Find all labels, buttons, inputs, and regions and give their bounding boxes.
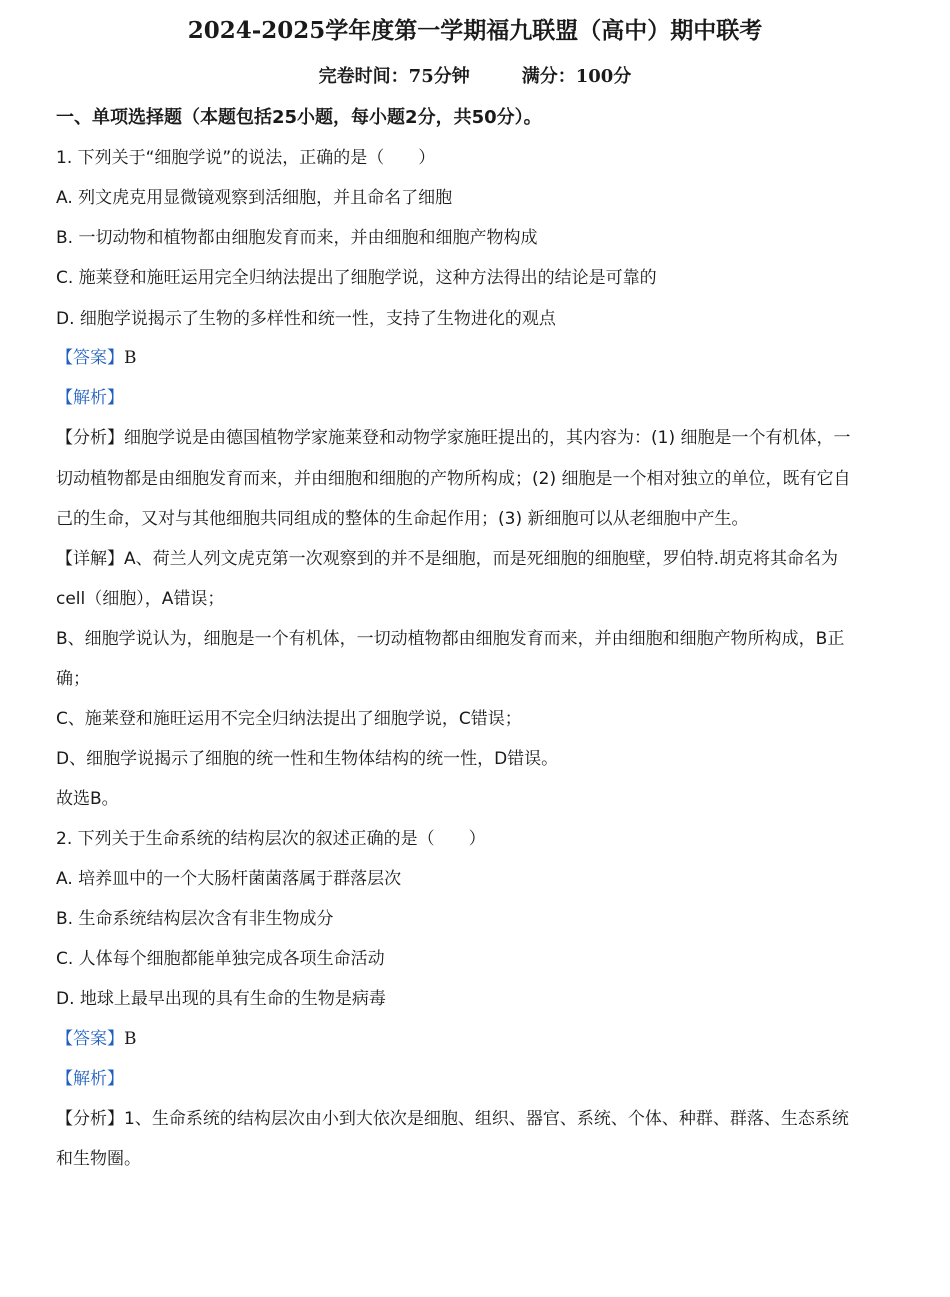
page-title: 2024-2025学年度第一学期福九联盟（高中）期中联考 — [187, 17, 763, 44]
q1-analysis-line: 己的生命，又对与其他细胞共同组成的整体的生命起作用；(3) 新细胞可以从老细胞中产生。 — [56, 509, 749, 529]
q2-option-b: B. 生命系统结构层次含有非生物成分 — [56, 909, 334, 929]
question-1-stem: 1. 下列关于“细胞学说”的说法，正确的是（ ） — [56, 148, 436, 168]
q1-option-a: A. 列文虎克用显微镜观察到活细胞，并且命名了细胞 — [56, 188, 453, 208]
q2-answer — [56, 1028, 902, 1050]
q1-option-c: C. 施莱登和施旺运用完全归纳法提出了细胞学说，这种方法得出的结论是可靠的 — [56, 268, 657, 288]
answer-tag: 【答案】 — [56, 1029, 124, 1049]
q2-analysis-line: 和生物圈。 — [56, 1149, 141, 1169]
q2-analysis-line: 【分析】1、生命系统的结构层次由小到大依次是细胞、组织、器官、系统、个体、种群、群落、生态系统 — [56, 1109, 849, 1129]
q1-analysis-line: 【分析】细胞学说是由德国植物学家施莱登和动物学家施旺提出的，其内容为：(1) 细胞是一个有机体，一 — [56, 428, 851, 448]
q1-conclusion: 故选B。 — [56, 789, 119, 809]
exam-score: 满分：100分 — [521, 66, 632, 87]
q1-detail-line: C、施莱登和施旺运用不完全归纳法提出了细胞学说，C错误； — [56, 709, 522, 729]
q2-option-c: C. 人体每个细胞都能单独完成各项生命活动 — [56, 949, 385, 969]
q1-detail-line: 确； — [56, 669, 90, 689]
q1-analysis-tag: 【解析】 — [56, 388, 124, 408]
answer-value: B — [124, 348, 137, 368]
q2-option-a: A. 培养皿中的一个大肠杆菌菌落属于群落层次 — [56, 869, 402, 889]
q1-analysis-line: 切动植物都是由细胞发育而来，并由细胞和细胞的产物所构成；(2) 细胞是一个相对独立的单位，既有它自 — [56, 469, 851, 489]
question-2-stem: 2. 下列关于生命系统的结构层次的叙述正确的是（ ） — [56, 829, 486, 849]
q1-answer — [56, 347, 902, 369]
answer-value: B — [124, 1029, 137, 1049]
q1-detail-line: D、细胞学说揭示了细胞的统一性和生物体结构的统一性，D错误。 — [56, 749, 559, 769]
q1-option-d: D. 细胞学说揭示了生物的多样性和统一性，支持了生物进化的观点 — [56, 309, 556, 329]
exam-time: 完卷时间：75分钟 — [318, 66, 470, 87]
section-heading: 一、单项选择题（本题包括25小题，每小题2分，共50分）。 — [56, 107, 542, 128]
q2-analysis-tag: 【解析】 — [56, 1069, 124, 1089]
q1-detail-line: 【详解】A、荷兰人列文虎克第一次观察到的并不是细胞，而是死细胞的细胞壁，罗伯特.胡克将其命名为 — [56, 549, 839, 569]
q1-detail-line: B、细胞学说认为，细胞是一个有机体，一切动植物都由细胞发育而来，并由细胞和细胞产物所构成，B正 — [56, 629, 845, 649]
exam-info — [0, 66, 950, 88]
answer-tag: 【答案】 — [56, 348, 124, 368]
q1-option-b: B. 一切动物和植物都由细胞发育而来，并由细胞和细胞产物构成 — [56, 228, 538, 248]
q2-option-d: D. 地球上最早出现的具有生命的生物是病毒 — [56, 989, 386, 1009]
q1-detail-line: cell（细胞），A错误； — [56, 589, 225, 609]
